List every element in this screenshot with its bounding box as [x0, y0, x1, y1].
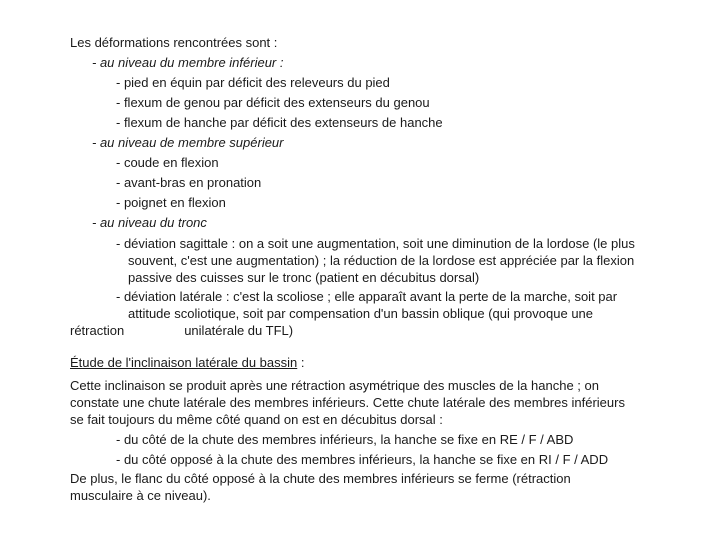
lateral-line-end — [70, 322, 685, 339]
section-trunk-heading: - au niveau du tronc — [92, 215, 207, 230]
pelvis-para-line: Cette inclinaison se produit après une rétraction asymétrique des muscles de la hanche ; on — [70, 378, 599, 393]
sagittal-deviation — [70, 235, 685, 286]
pelvis-title-colon: : — [297, 355, 305, 370]
lateral-line: - déviation latérale : c'est la scoliose ; elle apparaît avant la perte de la marche, soit par — [116, 289, 618, 304]
closing-paragraph — [70, 470, 685, 504]
list-item: - pied en équin par déficit des releveurs du pied — [116, 75, 390, 90]
closing-line: musculaire à ce niveau). — [70, 488, 211, 503]
lateral-end-rest: unilatérale du TFL) — [184, 323, 294, 338]
list-item: - flexum de hanche par déficit des extenseurs de hanche — [116, 115, 443, 130]
section-upper-limb-heading: - au niveau de membre supérieur — [92, 135, 284, 150]
section-lower-limb-heading: - au niveau du membre inférieur : — [92, 55, 284, 70]
pelvis-para-line: se fait toujours du même côté quand on est en décubitus dorsal : — [70, 412, 443, 427]
pelvis-title: Étude de l'inclinaison latérale du bassin — [70, 355, 298, 370]
sagittal-line: - déviation sagittale : on a soit une augmentation, soit une diminution de la lordose (le plus — [116, 236, 635, 251]
list-item: - flexum de genou par déficit des extenseurs du genou — [116, 95, 430, 110]
list-item: - coude en flexion — [116, 155, 219, 170]
list-item: - poignet en flexion — [116, 195, 226, 210]
list-item: - du côté de la chute des membres inférieurs, la hanche se fixe en RE / F / ABD — [116, 432, 574, 447]
intro-line: Les déformations rencontrées sont : — [70, 35, 278, 50]
sagittal-line: souvent, c'est une augmentation) ; la réduction de la lordose est appréciée par la flexion — [128, 253, 635, 268]
list-item: - avant-bras en pronation — [116, 175, 262, 190]
pelvis-para-line: constate une chute latérale des membres inférieurs. Cette chute latérale des membres inférieurs — [70, 395, 625, 410]
lateral-line: attitude scoliotique, soit par compensation d'un bassin oblique (qui provoque une — [128, 306, 594, 321]
lateral-deviation — [70, 288, 685, 339]
pelvis-paragraph — [70, 377, 685, 428]
pelvis-title-line — [70, 353, 685, 373]
document-page — [70, 33, 685, 504]
sagittal-line: passive des cuisses sur le tronc (patient en décubitus dorsal) — [128, 270, 480, 285]
closing-line: De plus, le flanc du côté opposé à la chute des membres inférieurs se ferme (rétraction — [70, 471, 571, 486]
lateral-end-word: rétraction — [70, 323, 125, 338]
list-item: - du côté opposé à la chute des membres inférieurs, la hanche se fixe en RI / F / ADD — [116, 452, 609, 467]
